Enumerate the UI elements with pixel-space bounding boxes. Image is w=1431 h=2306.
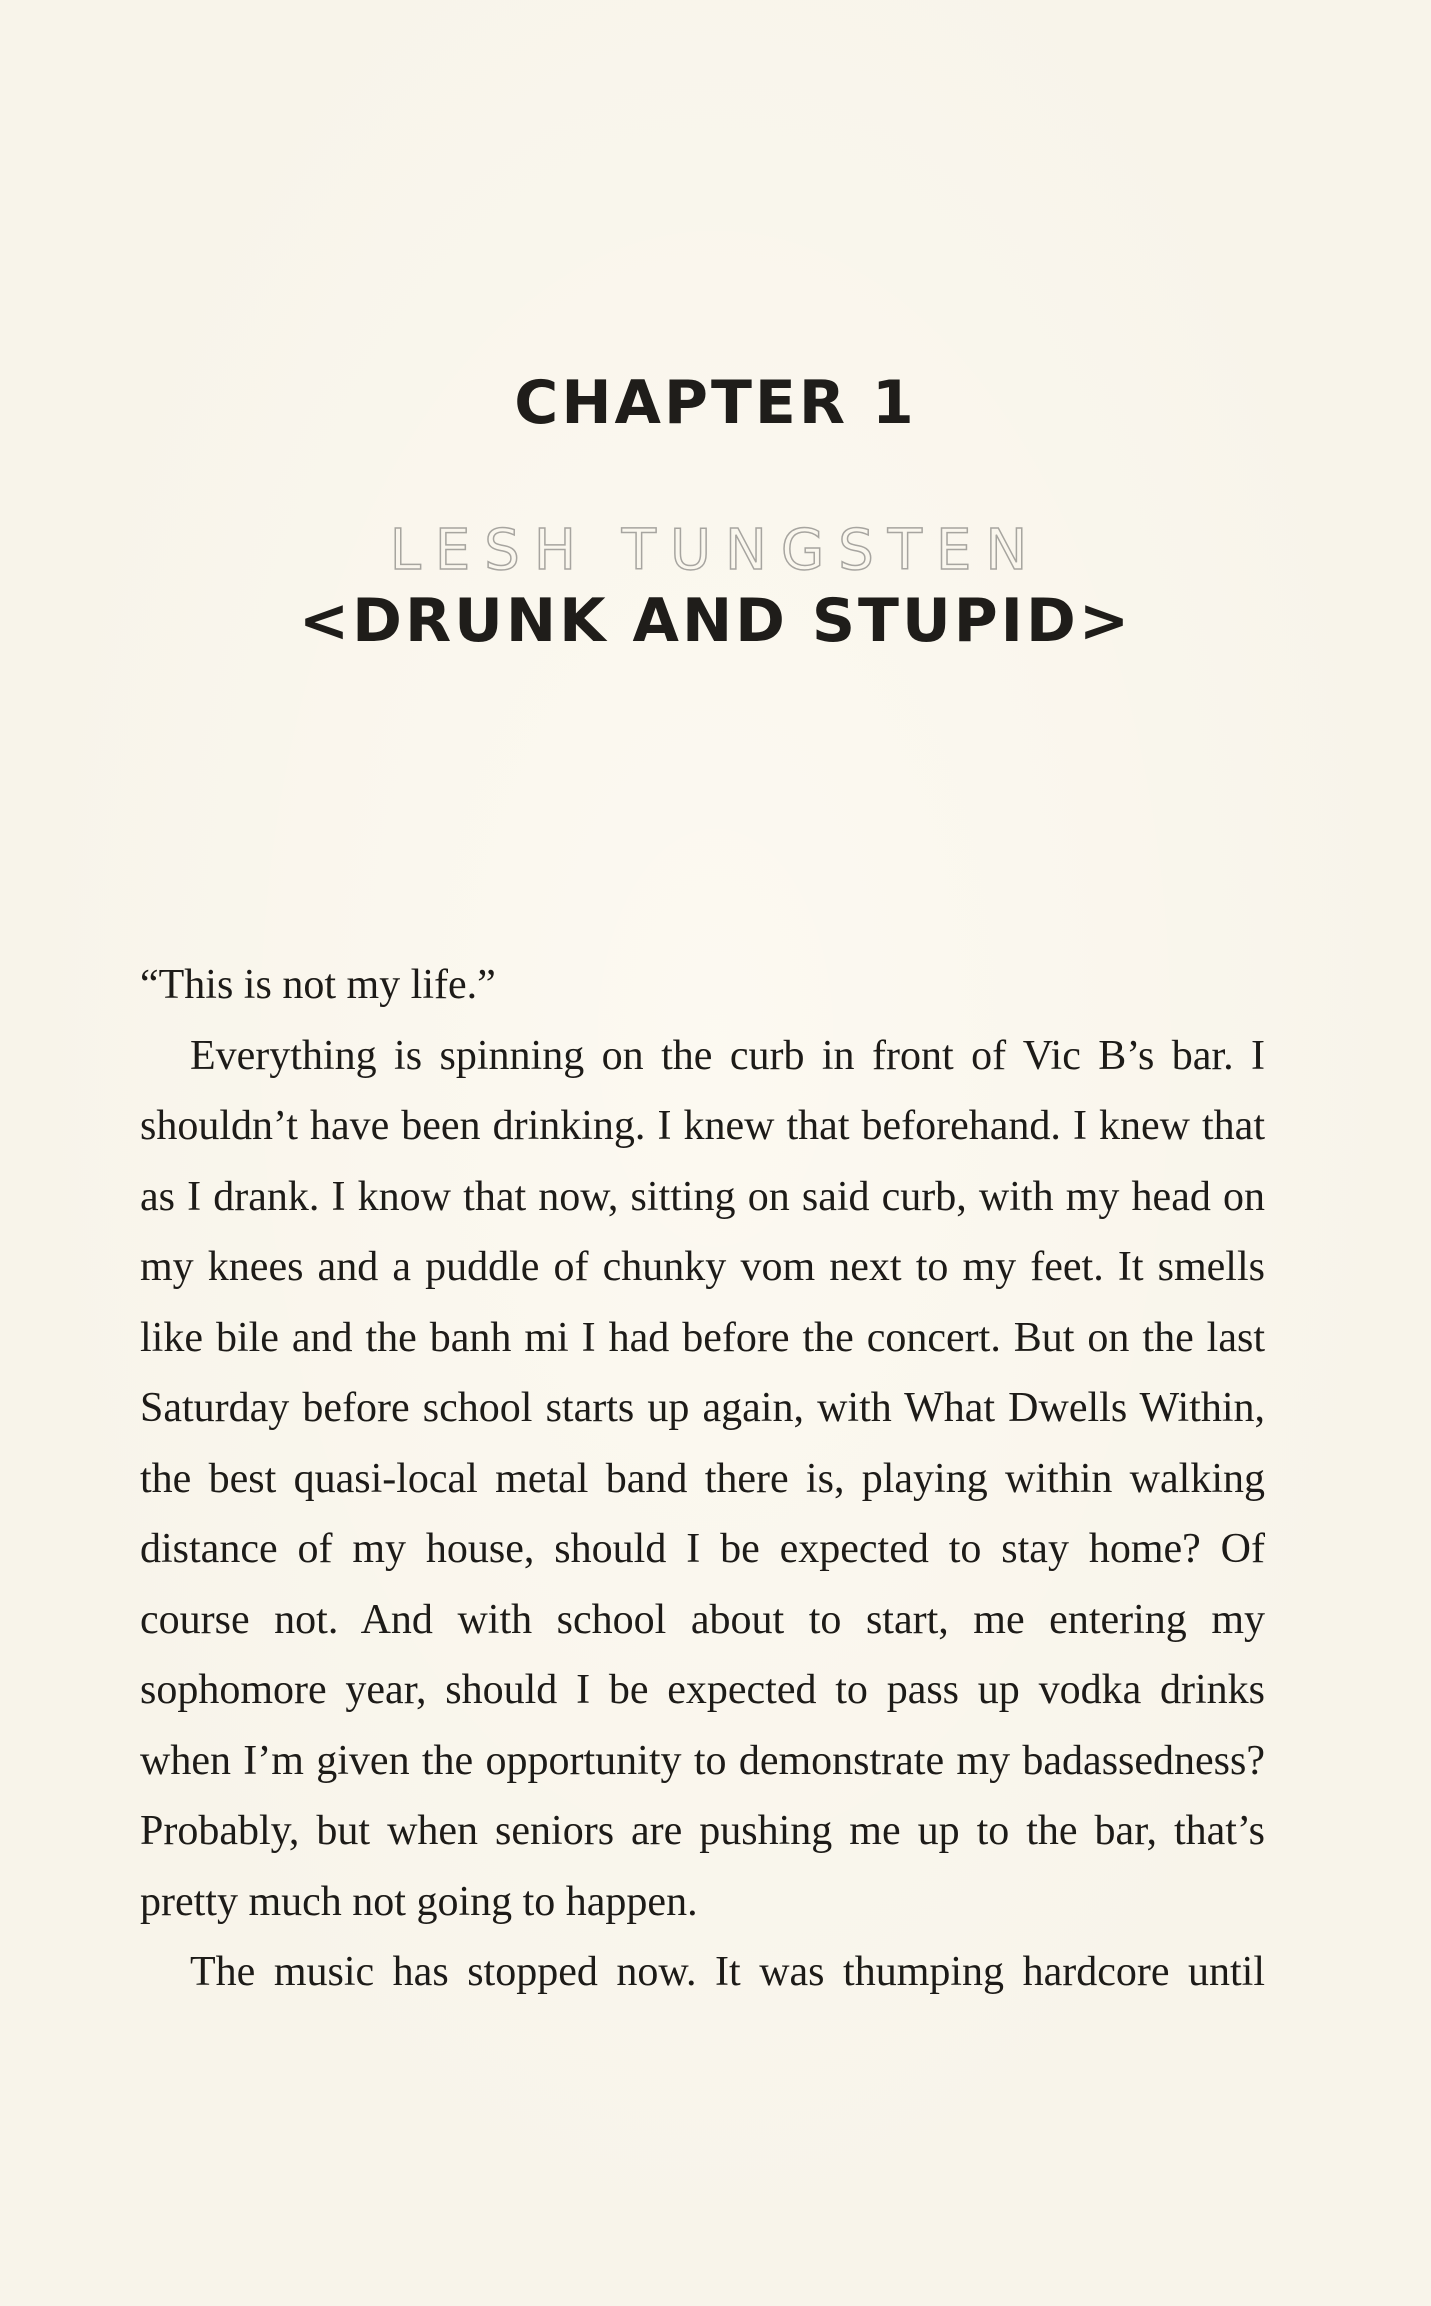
chapter-character-name: LESH TUNGSTEN	[389, 518, 1042, 583]
paragraph-2: Everything is spinning on the curb in front of Vic B’s bar. I shouldn’t have been drinking. I knew that beforehand. I knew that as I drank. I know that now, sitting on said curb, with my head on my knees and a puddle of chunky vom next to my feet. It smells like bile and the banh mi I had before the concert. But on the last Saturday before school starts up again, with What Dwells Within, the best quasi-local metal band there is, playing within walking distance of my house, should I be expected to stay home? Of course not. And with school about to start, me entering my sophomore year, should I be expected to pass up vodka drinks when I’m given the opportunity to demonstrate my badassedness? Probably, but when seniors are pushing me up to the bar, that’s pretty much not going to happen.	[140, 1032, 1265, 1925]
paragraph-3: The music has stopped now. It was thumping hardcore until	[190, 1949, 1265, 1995]
chapter-subtitle: <DRUNK AND STUPID>	[298, 586, 1133, 656]
body-text	[140, 950, 1265, 2008]
chapter-heading: CHAPTER 1	[514, 368, 917, 438]
paragraph-1: “This is not my life.”	[140, 962, 496, 1008]
